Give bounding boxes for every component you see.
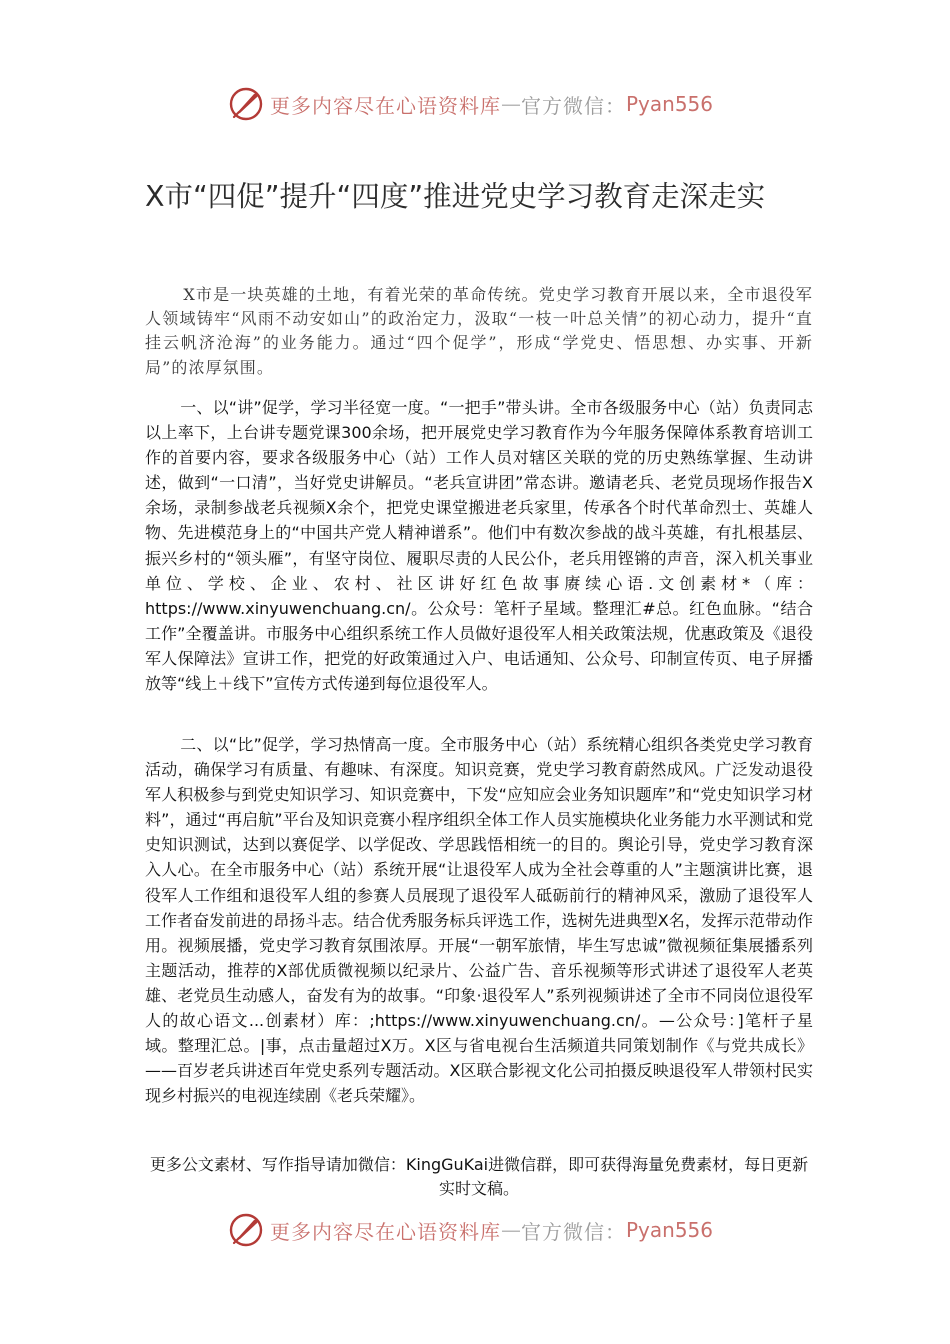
header-banner [228, 84, 748, 124]
banner-separator: — [501, 92, 521, 116]
footer-note: 更多公文素材、写作指导请加微信：KingGuKai进微信群，即可获得海量免费素材，每日更新实时文稿。 [149, 1155, 809, 1198]
intro-paragraph: X市是一块英雄的土地，有着光荣的革命传统。党史学习教育开展以来，全市退役军人领域铸牢“风雨不动安如山”的政治定力，汲取“一枝一叶总关情”的初心动力，提升“直挂云帆济沧海”的业务能力。通过“四个促学”，形成“学党史、悟思想、办实事、开新局”的浓厚氛围。 [145, 285, 813, 377]
banner-wechat-id: Pyan556 [626, 92, 714, 116]
banner-slogan: 更多内容尽在心语资料库 [270, 93, 501, 118]
banner-slogan: 更多内容尽在心语资料库 [270, 1219, 501, 1244]
banner-separator: — [501, 1218, 521, 1242]
quill-pen-icon [228, 1212, 264, 1248]
banner-contact-label: 官方微信： [521, 1219, 626, 1244]
section-paragraph-1: 一、以“讲”促学，学习半径宽一度。“一把手”带头讲。全市各级服务中心（站）负责同志以上率下，上台讲专题党课300余场，把开展党史学习教育作为今年服务保障体系教育培训工作的首要内容，要求各级服务中心（站）工作人员对辖区关联的党的历史熟练掌握、生动讲述，做到“一口清”，当好党史讲解员。“老兵宣讲团”常态讲。邀请老兵、老党员现场作报告X余场，录制参战老兵视频X余个，把党史课堂搬进老兵家里，传承各个时代革命烈士、英雄人物、先进模范身上的“中国共产党人精神谱系”。他们中有数次参战的战斗英雄，有扎根基层、振兴乡村的“领头雁”，有坚守岗位、履职尽责的人民公仆，老兵用铿锵的声音，深入机关事业单位、学校、企业、农村、社区讲好红色故事赓续心语.文创素材*（库：https://www.xinyuwenchuang.cn/。公众号：笔杆子星域。整理汇#总。红色血脉。“结合工作”全覆盖讲。市服务中心组织系统工作人员做好退役军人相关政策法规，优惠政策及《退役军人保障法》宣讲工作，把党的好政策通过入户、电话通知、公众号、印制宣传页、电子屏播放等“线上＋线下”宣传方式传递到每位退役军人。 [145, 398, 813, 694]
quill-pen-icon [228, 86, 264, 122]
banner-wechat-id: Pyan556 [626, 1218, 714, 1242]
banner-contact-label: 官方微信： [521, 93, 626, 118]
footer-banner [228, 1210, 748, 1250]
document-title: X市“四促”提升“四度”推进党史学习教育走深走实 [145, 180, 766, 213]
section-paragraph-2: 二、以“比”促学，学习热情高一度。全市服务中心（站）系统精心组织各类党史学习教育活动，确保学习有质量、有趣味、有深度。知识竞赛，党史学习教育蔚然成风。广泛发动退役军人积极参与到党史知识学习、知识竞赛中，下发“应知应会业务知识题库”和“党史知识学习材料”，通过“再启航”平台及知识竞赛小程序组织全体工作人员实施模块化业务能力水平测试和党史知识测试，达到以赛促学、以学促改、学思践悟相统一的目的。舆论引导，党史学习教育深入人心。在全市服务中心（站）系统开展“让退役军人成为全社会尊重的人”主题演讲比赛，退役军人工作组和退役军人组的参赛人员展现了退役军人砥砺前行的精神风采，激励了退役军人工作者奋发前进的昂扬斗志。结合优秀服务标兵评选工作，选树先进典型X名，发挥示范带动作用。视频展播，党史学习教育氛围浓厚。开展“一朝军旅情，毕生写忠诚”微视频征集展播系列主题活动，推荐的X部优质微视频以纪录片、公益广告、音乐视频等形式讲述了退役军人老英雄、老党员生动感人，奋发有为的故事。“印象·退役军人”系列视频讲述了全市不同岗位退役军人的故心语文...创素材）库：;https://www.xinyuwenchuang.cn/。—公众号：]笔杆子星域。整理汇总。|事，点击量超过X万。X区与省电视台生活频道共同策划制作《与党共成长》——百岁老兵讲述百年党史系列专题活动。X区联合影视文化公司拍摄反映退役军人带领村民实现乡村振兴的电视连续剧《老兵荣耀》。 [145, 735, 813, 1106]
